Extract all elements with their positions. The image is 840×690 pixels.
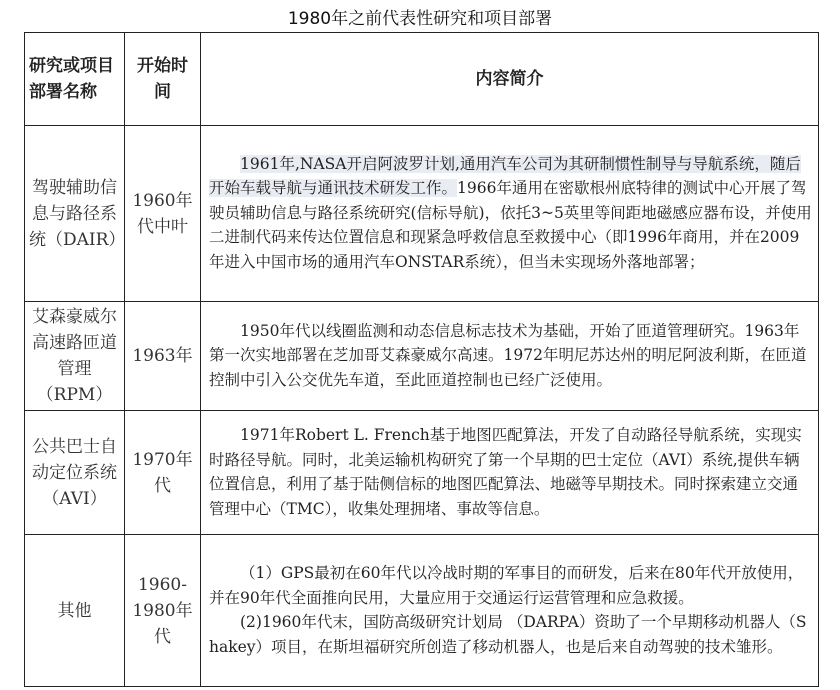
- highlighted-text: 1961年,NASA开启阿波罗计划,通用汽车公司为其研制惯性制导与导航系统，随后开始车载导航与通讯技术研发工作。: [209, 154, 801, 198]
- cell-name: 驾驶辅助信息与路径系统（DAIR）: [25, 126, 125, 302]
- cell-name: 艾森豪威尔高速路匝道管理（RPM）: [25, 302, 125, 411]
- header-desc: 内容简介: [201, 33, 819, 126]
- table-row: [25, 535, 819, 687]
- table-row: [25, 126, 819, 302]
- header-name: 研究或项目部署名称: [25, 33, 125, 126]
- table-caption: 1980年之前代表性研究和项目部署: [287, 9, 553, 29]
- cell-name: 公共巴士自动定位系统（AVI）: [25, 411, 125, 535]
- desc-text: 1971年Robert L. French基于地图匹配算法，开发了自动路径导航系统，实现实时路径导航。同时，北美运输机构研究了第一个早期的巴士定位（AVI）系统,提供车辆位置信息，利用了基于陆侧信标的地图匹配算法、地磁等早期技术。同时探索建立交通管理中心（TMC），收集处理拥堵、事故等信息。: [209, 426, 802, 518]
- cell-desc: [201, 535, 819, 687]
- cell-time: 1960年代中叶: [125, 126, 201, 302]
- desc-paragraph-2: (2)1960年代末，国防高级研究计划局 （DARPA）资助了一个早期移动机器人（Shakey）项目，在斯坦福研究所创造了移动机器人，也是后来自动驾驶的技术雏形。: [209, 613, 807, 656]
- cell-desc: [201, 302, 819, 411]
- table-row: [25, 411, 819, 535]
- cell-time: 1960-1980年代: [125, 535, 201, 687]
- header-time: 开始时间: [125, 33, 201, 126]
- cell-desc: [201, 126, 819, 302]
- research-table: [24, 32, 819, 687]
- desc-text: 1966年通用在密歇根州底特律的测试中心开展了驾驶员辅助信息与路径系统研究(信标导航)，依托3~5英里等间距地磁感应器布设，并使用二进制代码来传达位置信息和现紧急呼救信息至救援中心（即1996年商用，并在2009年进入中国市场的通用汽车ONSTAR系统），但当未实现场外落地部署；: [209, 179, 812, 271]
- desc-paragraph-1: （1）GPS最初在60年代以冷战时期的军事目的而研发，后来在80年代开放使用，并在90年代全面推向民用，大量应用于交通运行运营管理和应急救援。: [209, 564, 804, 607]
- table-row: [25, 302, 819, 411]
- cell-time: 1963年: [125, 302, 201, 411]
- table-header-row: [25, 33, 819, 126]
- cell-time: 1970年代: [125, 411, 201, 535]
- cell-desc: [201, 411, 819, 535]
- cell-name: 其他: [25, 535, 125, 687]
- desc-text: 1950年代以线圈监测和动态信息标志技术为基础，开始了匝道管理研究。1963年第一次实地部署在芝加哥艾森豪威尔高速。1972年明尼苏达州的明尼阿波利斯，在匝道控制中引入公交优先车道，至此匝道控制也已经广泛使用。: [209, 321, 807, 389]
